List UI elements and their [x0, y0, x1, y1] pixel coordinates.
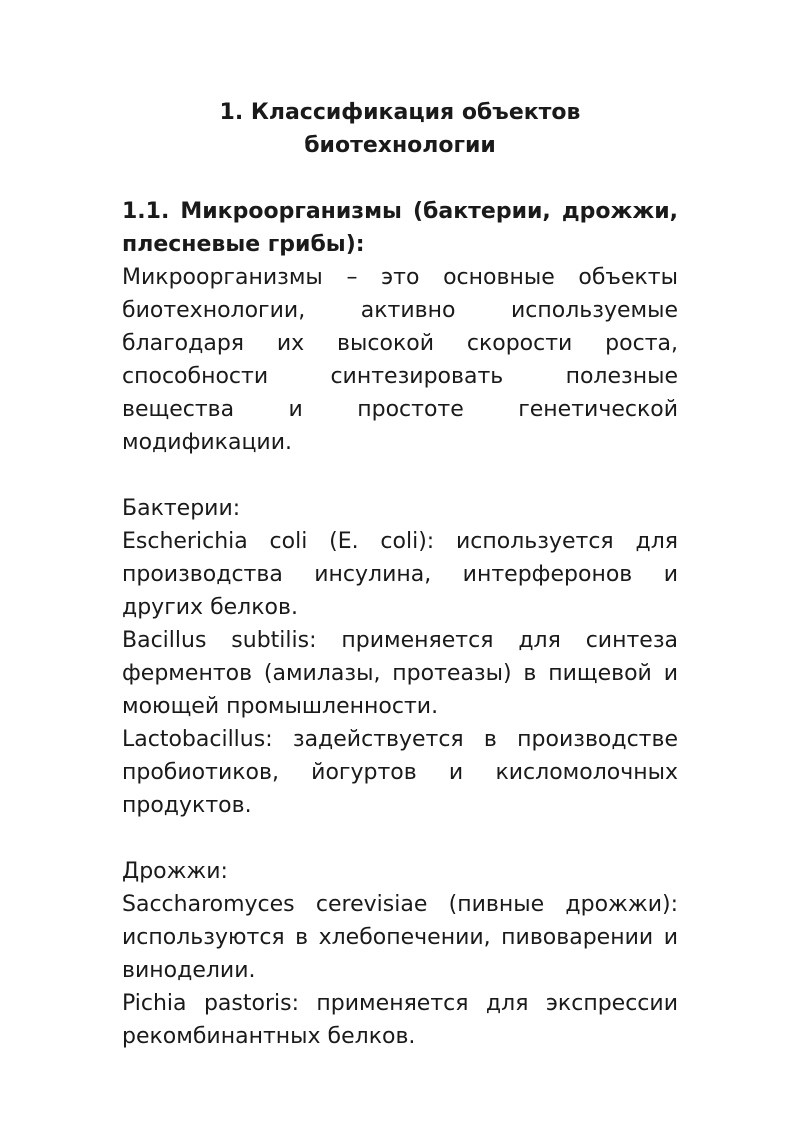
spacer	[122, 162, 678, 195]
bacteria-item: Lactobacillus: задействуется в производстве пробиотиков, йогуртов и кисломолочных продуктов.	[122, 727, 678, 818]
bacteria-item: Bacillus subtilis: применяется для синтеза ферментов (амилазы, протеазы) в пищевой и моющей промышленности.	[122, 628, 678, 719]
section-intro: Микроорганизмы – это основные объекты биотехнологии, активно используемые благодаря их высокой скорости роста, способности синтезировать полезные вещества и простоте генетической модификации.	[122, 265, 678, 455]
yeast-label: Дрожжи:	[122, 859, 228, 884]
yeast-item: Pichia pastoris: применяется для экспрессии рекомбинантных белков.	[122, 991, 678, 1049]
spacer	[122, 459, 678, 492]
document-title: 1. Классификация объектов биотехнологии	[219, 100, 581, 158]
document-page	[122, 96, 678, 1053]
bacteria-item: Escherichia coli (E. coli): используется для производства инсулина, интерферонов и других белков.	[122, 529, 678, 620]
spacer	[122, 822, 678, 855]
bacteria-label: Бактерии:	[122, 496, 241, 521]
section-heading: 1.1. Микроорганизмы (бактерии, дрожжи, плесневые грибы):	[122, 199, 678, 257]
yeast-item: Saccharomyces cerevisiae (пивные дрожжи): используются в хлебопечении, пивоварении и виноделии.	[122, 892, 678, 983]
